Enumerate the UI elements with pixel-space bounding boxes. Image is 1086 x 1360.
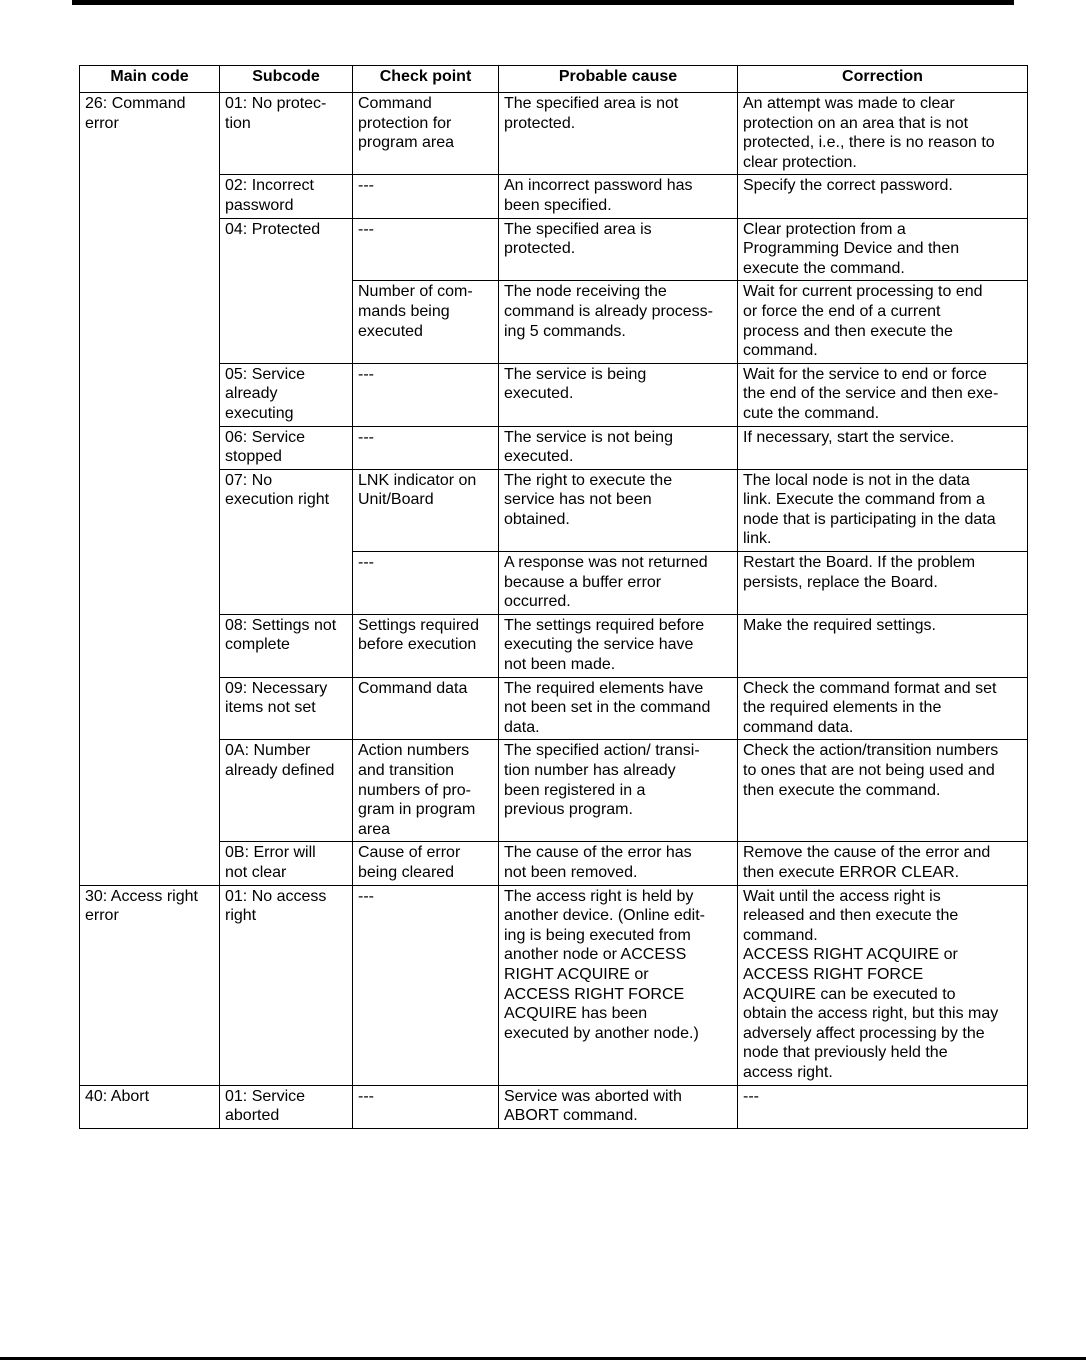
main-code-cell: 30: Access right error [80, 885, 220, 1085]
header-check-point: Check point [353, 66, 499, 93]
check-point-cell: Command data [353, 677, 499, 740]
header-main-code: Main code [80, 66, 220, 93]
table-body [80, 93, 1028, 1129]
correction-cell: Check the action/transition numbers to ones that are not being used and then execute the command. [738, 740, 1028, 842]
table-row [80, 677, 1028, 740]
subcode-cell: 09: Necessary items not set [220, 677, 353, 740]
table-row [80, 740, 1028, 842]
check-point-cell: LNK indicator on Unit/Board [353, 469, 499, 551]
table-row [80, 218, 1028, 281]
top-rule [72, 0, 1014, 5]
correction-cell: --- [738, 1085, 1028, 1128]
table-row [80, 93, 1028, 175]
probable-cause-cell: The specified action/ transi- tion number has already been registered in a previous program. [499, 740, 738, 842]
check-point-cell: Cause of error being cleared [353, 842, 499, 885]
probable-cause-cell: The specified area is protected. [499, 218, 738, 281]
correction-cell: Wait until the access right is released and then execute the command. ACCESS RIGHT ACQUIRE or ACCESS RIGHT FORCE ACQUIRE can be executed to obtain the access right, but this may adversely affect processing by the node that previously held the access right. [738, 885, 1028, 1085]
probable-cause-cell: The settings required before executing the service have not been made. [499, 614, 738, 677]
header-correction: Correction [738, 66, 1028, 93]
probable-cause-cell: The cause of the error has not been removed. [499, 842, 738, 885]
table-row [80, 363, 1028, 426]
probable-cause-cell: The specified area is not protected. [499, 93, 738, 175]
header-row [80, 66, 1028, 93]
correction-cell: Restart the Board. If the problem persists, replace the Board. [738, 552, 1028, 615]
check-point-cell: Action numbers and transition numbers of pro- gram in program area [353, 740, 499, 842]
check-point-cell: --- [353, 363, 499, 426]
subcode-cell: 06: Service stopped [220, 426, 353, 469]
check-point-cell: Settings required before execution [353, 614, 499, 677]
probable-cause-cell: The service is not being executed. [499, 426, 738, 469]
subcode-cell: 08: Settings not complete [220, 614, 353, 677]
table-row [80, 426, 1028, 469]
header-probable-cause: Probable cause [499, 66, 738, 93]
probable-cause-cell: An incorrect password has been specified. [499, 175, 738, 218]
subcode-cell: 01: No access right [220, 885, 353, 1085]
check-point-cell: Number of com- mands being executed [353, 281, 499, 363]
subcode-cell: 0A: Number already defined [220, 740, 353, 842]
table-row [80, 469, 1028, 551]
header-subcode: Subcode [220, 66, 353, 93]
probable-cause-cell: Service was aborted with ABORT command. [499, 1085, 738, 1128]
probable-cause-cell: The right to execute the service has not been obtained. [499, 469, 738, 551]
check-point-cell: --- [353, 885, 499, 1085]
table-row [80, 1085, 1028, 1128]
check-point-cell: --- [353, 426, 499, 469]
subcode-cell: 04: Protected [220, 218, 353, 363]
correction-cell: Wait for current processing to end or force the end of a current process and then execute the command. [738, 281, 1028, 363]
subcode-cell: 0B: Error will not clear [220, 842, 353, 885]
check-point-cell: --- [353, 175, 499, 218]
correction-cell: An attempt was made to clear protection on an area that is not protected, i.e., there is no reason to clear protection. [738, 93, 1028, 175]
probable-cause-cell: The required elements have not been set in the command data. [499, 677, 738, 740]
subcode-cell: 02: Incorrect password [220, 175, 353, 218]
check-point-cell: Command protection for program area [353, 93, 499, 175]
correction-cell: Clear protection from a Programming Device and then execute the command. [738, 218, 1028, 281]
table-row [80, 885, 1028, 1085]
table-row [80, 842, 1028, 885]
correction-cell: Make the required settings. [738, 614, 1028, 677]
probable-cause-cell: The access right is held by another device. (Online edit- ing is being executed from another node or ACCESS RIGHT ACQUIRE or ACCESS RIGHT FORCE ACQUIRE has been executed by another node.) [499, 885, 738, 1085]
probable-cause-cell: The node receiving the command is already process- ing 5 commands. [499, 281, 738, 363]
error-code-table [79, 65, 1028, 1129]
table-row [80, 175, 1028, 218]
check-point-cell: --- [353, 218, 499, 281]
correction-cell: The local node is not in the data link. Execute the command from a node that is participating in the data link. [738, 469, 1028, 551]
main-code-cell: 40: Abort [80, 1085, 220, 1128]
check-point-cell: --- [353, 552, 499, 615]
correction-cell: Check the command format and set the required elements in the command data. [738, 677, 1028, 740]
table-row [80, 614, 1028, 677]
correction-cell: Remove the cause of the error and then execute ERROR CLEAR. [738, 842, 1028, 885]
check-point-cell: --- [353, 1085, 499, 1128]
correction-cell: If necessary, start the service. [738, 426, 1028, 469]
main-code-cell: 26: Command error [80, 93, 220, 886]
probable-cause-cell: A response was not returned because a buffer error occurred. [499, 552, 738, 615]
subcode-cell: 05: Service already executing [220, 363, 353, 426]
subcode-cell: 07: No execution right [220, 469, 353, 614]
subcode-cell: 01: Service aborted [220, 1085, 353, 1128]
subcode-cell: 01: No protec- tion [220, 93, 353, 175]
correction-cell: Specify the correct password. [738, 175, 1028, 218]
probable-cause-cell: The service is being executed. [499, 363, 738, 426]
correction-cell: Wait for the service to end or force the end of the service and then exe- cute the command. [738, 363, 1028, 426]
